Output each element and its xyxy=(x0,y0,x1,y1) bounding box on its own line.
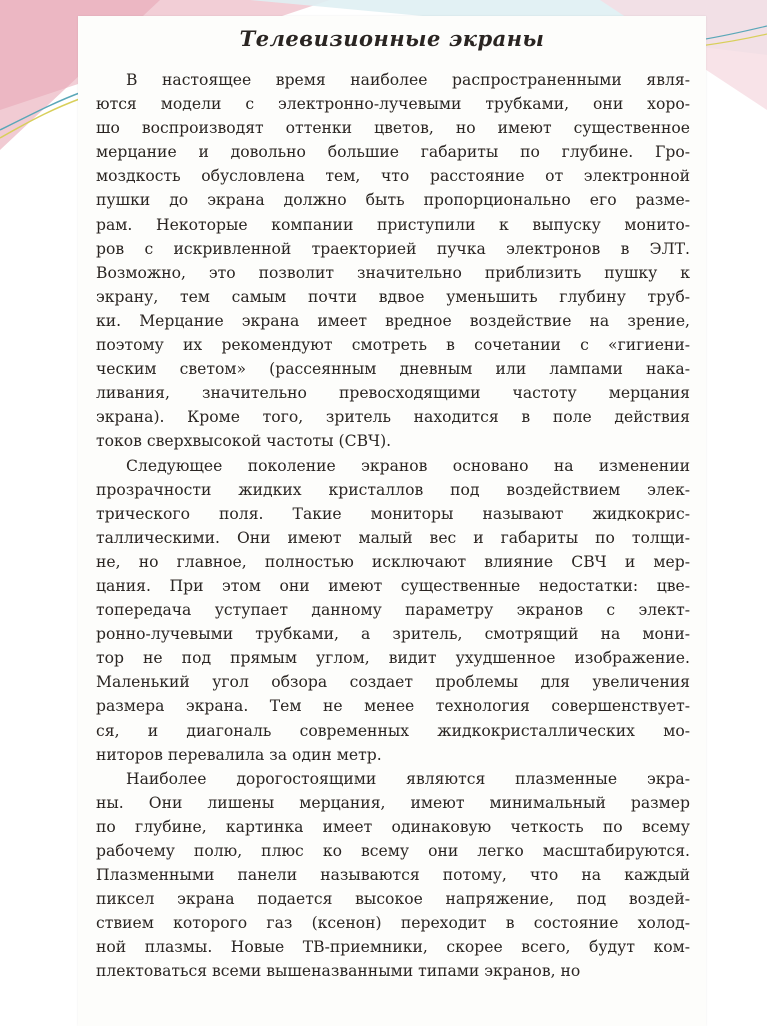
paragraph xyxy=(96,767,690,984)
text-line: Маленький угол обзора создает проблемы для увеличения xyxy=(96,673,690,692)
text-line: ся, и диагональ современных жидкокристаллических мо- xyxy=(96,721,690,740)
text-line: по глубине, картинка имеет одинаковую четкость по всему xyxy=(96,817,690,836)
text-line: ниторов перевалила за один метр. xyxy=(96,745,382,764)
paragraph xyxy=(96,454,690,767)
text-line: экрана). Кроме того, зритель находится в поле действия xyxy=(96,408,690,427)
text-line: ческим светом» (рассеянным дневным или лампами нака- xyxy=(96,360,690,379)
text-line: В настоящее время наиболее распространенными явля- xyxy=(126,71,690,89)
text-line: таллическими. Они имеют малый вес и габариты по толщи- xyxy=(96,528,690,547)
document-page xyxy=(78,16,706,1026)
text-line: тор не под прямым углом, видит ухудшенное изображение. xyxy=(96,649,690,668)
text-line: шо воспроизводят оттенки цветов, но имеют существенное xyxy=(96,119,690,138)
text-line: рабочему полю, плюс ко всему они легко масштабируются. xyxy=(96,842,690,860)
text-line: ной плазмы. Новые ТВ-приемники, скорее всего, будут ком- xyxy=(96,938,690,957)
text-line: поэтому их рекомендуют смотреть в сочетании с «гигиени- xyxy=(96,336,690,355)
text-line: моздкость обусловлена тем, что расстояние от электронной xyxy=(96,167,690,186)
text-line: ются модели с электронно-лучевыми трубками, они хоро- xyxy=(96,95,690,114)
text-line: ствием которого газ (ксенон) переходит в состояние холод- xyxy=(96,914,690,933)
text-line: токов сверхвысокой частоты (СВЧ). xyxy=(96,432,392,451)
text-line: трического поля. Такие мониторы называют жидкокрис- xyxy=(96,504,690,523)
text-line: экрану, тем самым почти вдвое уменьшить глубину труб- xyxy=(96,287,690,306)
text-line: Следующее поколение экранов основано на изменении xyxy=(126,456,690,475)
text-line: рам. Некоторые компании приступили к выпуску монито- xyxy=(96,215,690,234)
text-line: не, но главное, полностью исключают влияние СВЧ и мер- xyxy=(96,552,690,571)
text-line: прозрачности жидких кристаллов под воздействием элек- xyxy=(96,480,690,499)
paragraph xyxy=(96,68,690,454)
text-line: пиксел экрана подается высокое напряжение, под воздей- xyxy=(96,890,690,909)
text-line: ронно-лучевыми трубками, а зритель, смотрящий на мони- xyxy=(96,625,690,644)
text-line: пушки до экрана должно быть пропорционально его разме- xyxy=(96,191,690,210)
text-line: Плазменными панели называются потому, что на каждый xyxy=(96,866,690,885)
text-line: ны. Они лишены мерцания, имеют минимальный размер xyxy=(96,793,690,812)
text-line: Возможно, это позволит значительно приблизить пушку к xyxy=(96,263,690,282)
text-line: цания. При этом они имеют существенные недостатки: цве- xyxy=(96,576,690,595)
text-line: размера экрана. Тем не менее технология совершенствует- xyxy=(96,697,690,716)
text-line: ливания, значительно превосходящими частоту мерцания xyxy=(96,384,690,403)
text-line: плектоваться всеми вышеназванными типами экранов, но xyxy=(96,962,581,981)
text-line: топередача уступает данному параметру экранов с элект- xyxy=(96,601,690,620)
text-line: мерцание и довольно большие габариты по глубине. Гро- xyxy=(96,143,690,162)
document-body xyxy=(96,68,690,984)
text-line: ров с искривленной траекторией пучка электронов в ЭЛТ. xyxy=(96,239,690,258)
text-line: ки. Мерцание экрана имеет вредное воздействие на зрение, xyxy=(96,311,690,330)
page-title: Телевизионные экраны xyxy=(239,26,545,51)
text-line: Наиболее дорогостоящими являются плазменные экра- xyxy=(126,769,690,788)
